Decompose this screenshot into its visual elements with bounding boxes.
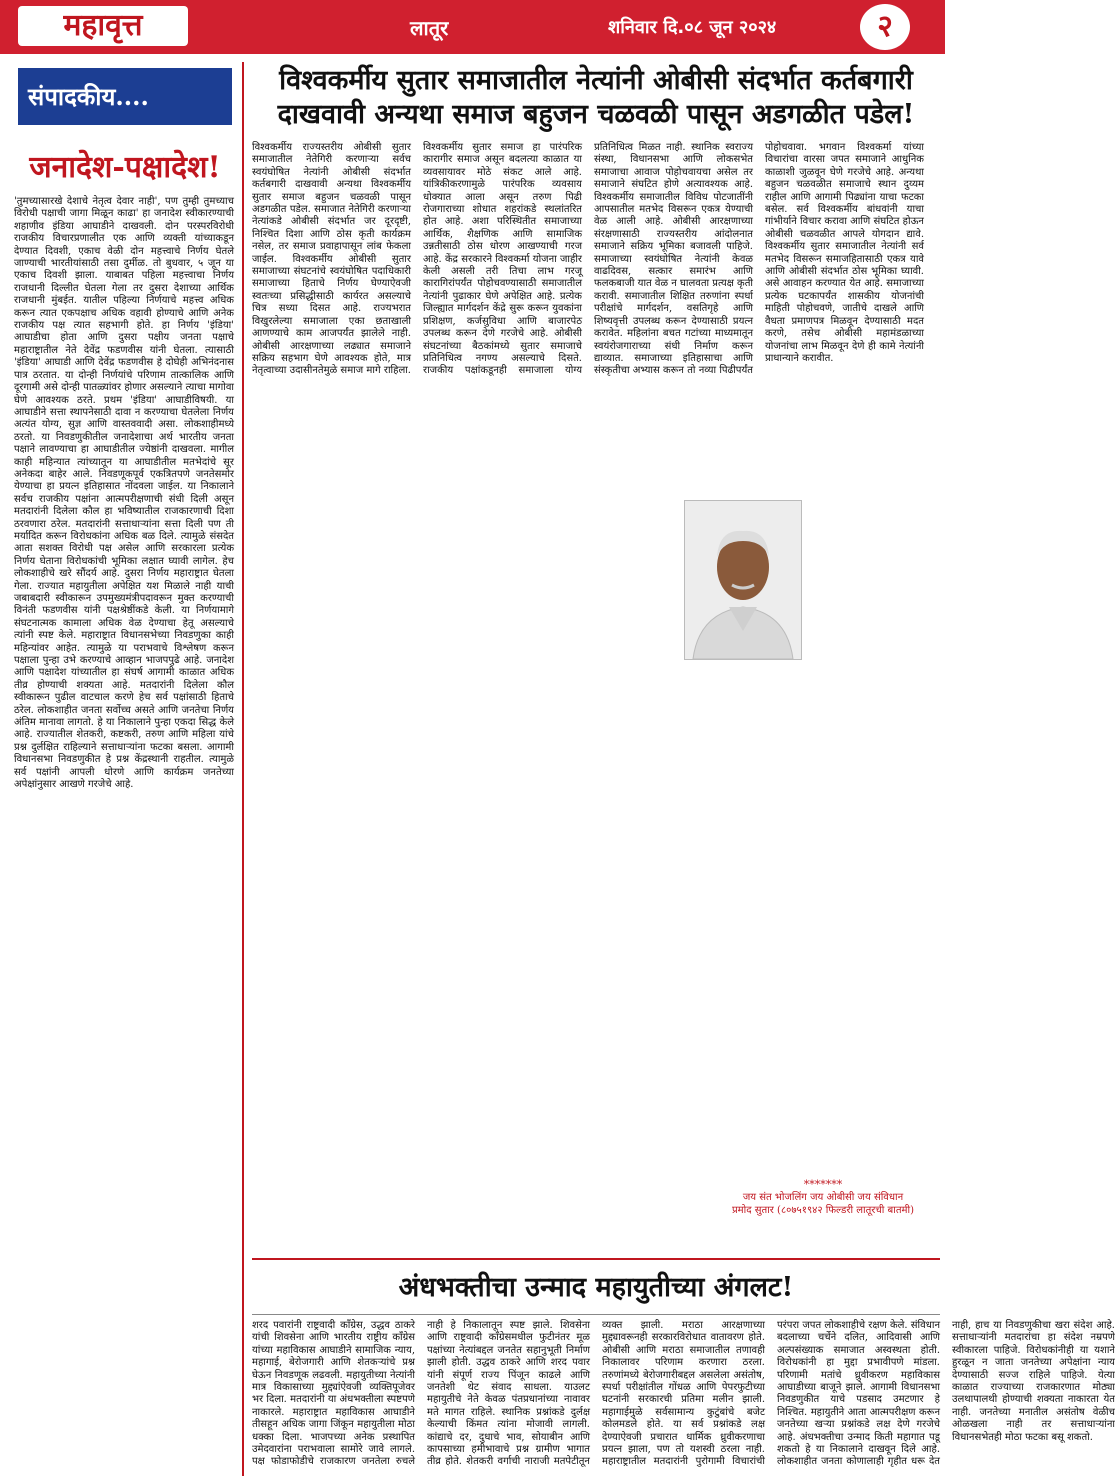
editorial-title: जनादेश-पक्षादेश! [29, 150, 221, 185]
masthead-logo: महावृत्त [18, 6, 188, 46]
masthead [0, 0, 945, 54]
editorial-column [8, 62, 244, 1476]
person-icon [685, 501, 801, 659]
author-photo [684, 500, 802, 660]
headline-underline [252, 1314, 940, 1315]
page-number: २ [860, 4, 910, 50]
article1-headline: विश्वकर्मीय सुतार समाजातील नेत्यांनी ओबीसी संदर्भात कर्तबगारी दाखवावी अन्यथा समाज बहुजन चळवळी पासून अडगळीत पडेल! [277, 65, 915, 130]
article1-body: विश्वकर्मीय राज्यस्तरीय ओबीसी सुतार समाजातील नेतेगिरी करणाऱ्या सर्वच स्वयंघोषित नेत्यांनी ओबीसी संदर्भात कर्तबगारी दाखवावी अन्यथा विश्वकर्मीय सुतार समाज बहुजन चळवळी पासून अडगळीत पडेल. समाजात नेतेगिरी करणाऱ्या नेत्यांकडे ओबीसी संदर्भात जर दूरदृष्टी, निश्चित दिशा आणि ठोस कृती कार्यक्रम नसेल, तर समाज प्रवाहापासून लांब फेकला जाईल. विश्वकर्मीय ओबीसी सुतार समाजाच्या संघटनांचे स्वयंघोषित पदाधिकारी समाजाच्या हिताचे निर्णय घेण्याऐवजी स्वतःच्या प्रसिद्धीसाठी कार्यरत असल्याचे चित्र सध्या दिसत आहे. राज्यभरात विखुरलेल्या समाजाला एका छताखाली आणण्याचे काम आजपर्यंत झालेले नाही. ओबीसी आरक्षणाच्या लढ्यात समाजाने सक्रिय सहभाग घेणे आवश्यक होते, मात्र नेतृत्वाच्या उदासीनतेमुळे समाज मागे राहिला. विश्वकर्मीय सुतार समाज हा पारंपरिक कारागीर समाज असून बदलत्या काळात या व्यवसायावर मोठे संकट आले आहे. यांत्रिकीकरणामुळे पारंपरिक व्यवसाय धोक्यात आला असून तरुण पिढी रोजगाराच्या शोधात शहरांकडे स्थलांतरित होत आहे. अशा परिस्थितीत समाजाच्या आर्थिक, शैक्षणिक आणि सामाजिक उन्नतीसाठी ठोस धोरण आखण्याची गरज आहे. केंद्र सरकारने विश्वकर्मा योजना जाहीर केली असली तरी तिचा लाभ गरजू कारागिरांपर्यंत पोहोचवण्यासाठी समाजातील नेत्यांनी पुढाकार घेणे अपेक्षित आहे. प्रत्येक जिल्ह्यात मार्गदर्शन केंद्रे सुरू करून युवकांना प्रशिक्षण, कर्जसुविधा आणि बाजारपेठ उपलब्ध करून देणे गरजेचे आहे. ओबीसी संघटनांच्या बैठकांमध्ये सुतार समाजाचे प्रतिनिधित्व नगण्य असल्याचे दिसते. राजकीय पक्षांकडूनही समाजाला योग्य प्रतिनिधित्व मिळत नाही. स्थानिक स्वराज्य संस्था, विधानसभा आणि लोकसभेत समाजाचा आवाज पोहोचवायचा असेल तर समाजाने संघटित होणे अत्यावश्यक आहे. विश्वकर्मीय समाजातील विविध पोटजातींनी आपसातील मतभेद विसरून एकत्र येण्याची वेळ आली आहे. ओबीसी आरक्षणाच्या संरक्षणासाठी राज्यस्तरीय आंदोलनात समाजाने सक्रिय भूमिका बजावली पाहिजे. समाजाच्या स्वयंघोषित नेत्यांनी केवळ वाढदिवस, सत्कार समारंभ आणि फलकबाजी यात वेळ न घालवता प्रत्यक्ष कृती करावी. समाजातील शिक्षित तरुणांना स्पर्धा परीक्षांचे मार्गदर्शन, वसतिगृहे आणि शिष्यवृत्ती उपलब्ध करून देण्यासाठी प्रयत्न करावेत. महिलांना बचत गटांच्या माध्यमातून स्वयंरोजगाराच्या संधी निर्माण करून द्याव्यात. समाजाच्या इतिहासाचा आणि संस्कृतीचा अभ्यास करून तो नव्या पिढीपर्यंत पोहोचवावा. भगवान विश्वकर्मा यांच्या विचारांचा वारसा जपत समाजाने आधुनिक काळाशी जुळवून घेणे गरजेचे आहे. अन्यथा बहुजन चळवळीत समाजाचे स्थान दुय्यम राहील आणि आगामी पिढ्यांना याचा फटका बसेल. सर्व विश्वकर्मीय बांधवांनी याचा गांभीर्याने विचार करावा आणि संघटित होऊन ओबीसी चळवळीत आपले योगदान द्यावे. विश्वकर्मीय सुतार समाजातील नेत्यांनी सर्व मतभेद विसरून समाजहितासाठी एकत्र यावे आणि ओबीसी संदर्भात ठोस भूमिका घ्यावी. असे आवाहन करण्यात येत आहे. समाजाच्या प्रत्येक घटकापर्यंत शासकीय योजनांची माहिती पोहोचवणे, जातीचे दाखले आणि वैधता प्रमाणपत्र मिळवून देण्यासाठी मदत करणे, तसेच ओबीसी महामंडळाच्या योजनांचा लाभ मिळवून देणे ही कामे नेत्यांनी प्राधान्याने करावीत. [252, 142, 924, 377]
author-credit [706, 1178, 940, 1217]
masthead-date: शनिवार दि.०८ जून २०२४ [608, 17, 777, 38]
editorial-label: संपादकीय.... [18, 68, 232, 125]
section-divider [252, 1258, 940, 1260]
masthead-city: लातूर [410, 16, 449, 40]
author-stars: ******* [803, 1178, 843, 1191]
article1-columns [252, 142, 924, 1167]
article2-body: शरद पवारांनी राष्ट्रवादी काँग्रेस, उद्धव ठाकरे यांची शिवसेना आणि भारतीय राष्ट्रीय काँग्रेस यांच्या महाविकास आघाडीने सामाजिक न्याय, महागाई, बेरोजगारी आणि शेतकऱ्यांचे प्रश्न घेऊन निवडणूक लढवली. महायुतीच्या नेत्यांनी मात्र विकासाच्या मुद्द्यांऐवजी व्यक्तिपूजेवर भर दिला. मतदारांनी या अंधभक्तीला स्पष्टपणे नाकारले. महाराष्ट्रात महाविकास आघाडीने तीसहून अधिक जागा जिंकून महायुतीला मोठा धक्का दिला. भाजपच्या अनेक प्रस्थापित उमेदवारांना पराभवाला सामोरे जावे लागले. पक्ष फोडाफोडीचे राजकारण जनतेला रुचले नाही हे निकालातून स्पष्ट झाले. शिवसेना आणि राष्ट्रवादी काँग्रेसमधील फुटीनंतर मूळ पक्षांच्या नेत्यांबद्दल जनतेत सहानुभूती निर्माण झाली होती. उद्धव ठाकरे आणि शरद पवार यांनी संपूर्ण राज्य पिंजून काढले आणि जनतेशी थेट संवाद साधला. याउलट महायुतीचे नेते केवळ पंतप्रधानांच्या नावावर मते मागत राहिले. स्थानिक प्रश्नांकडे दुर्लक्ष केल्याची किंमत त्यांना मोजावी लागली. कांद्याचे दर, दुधाचे भाव, सोयाबीन आणि कापसाच्या हमीभावाचे प्रश्न ग्रामीण भागात तीव्र होते. शेतकरी वर्गाची नाराजी मतपेटीतून व्यक्त झाली. मराठा आरक्षणाच्या मुद्द्यावरूनही सरकारविरोधात वातावरण होते. ओबीसी आणि मराठा समाजातील तणावही निकालावर परिणाम करणारा ठरला. तरुणांमध्ये बेरोजगारीबद्दल असलेला असंतोष, स्पर्धा परीक्षांतील गोंधळ आणि पेपरफुटीच्या घटनांनी सरकारची प्रतिमा मलीन झाली. महागाईमुळे सर्वसामान्य कुटुंबांचे बजेट कोलमडले होते. या सर्व प्रश्नांकडे लक्ष देण्याऐवजी प्रचारात धार्मिक ध्रुवीकरणाचा प्रयत्न झाला, पण तो यशस्वी ठरला नाही. महाराष्ट्रातील मतदारांनी पुरोगामी विचारांची परंपरा जपत लोकशाहीचे रक्षण केले. संविधान बदलाच्या चर्चेने दलित, आदिवासी आणि अल्पसंख्याक समाजात अस्वस्थता होती. विरोधकांनी हा मुद्दा प्रभावीपणे मांडला. परिणामी मतांचे ध्रुवीकरण महाविकास आघाडीच्या बाजूने झाले. आगामी विधानसभा निवडणुकीत याचे पडसाद उमटणार हे निश्चित. महायुतीने आता आत्मपरीक्षण करून जनतेच्या खऱ्या प्रश्नांकडे लक्ष देणे गरजेचे आहे. अंधभक्तीचा उन्माद किती महागात पडू शकतो हे या निकालाने दाखवून दिले आहे. लोकशाहीत जनता कोणालाही गृहीत धरू देत नाही, हाच या निवडणुकीचा खरा संदेश आहे. सत्ताधाऱ्यांनी मतदारांचा हा संदेश नम्रपणे स्वीकारला पाहिजे. विरोधकांनीही या यशाने हुरळून न जाता जनतेच्या अपेक्षांना न्याय देण्यासाठी सज्ज राहिले पाहिजे. येत्या काळात राज्याच्या राजकारणात मोठ्या उलथापालथी होण्याची शक्यता नाकारता येत नाही. जनतेच्या मनातील असंतोष वेळीच ओळखला नाही तर सत्ताधाऱ्यांना विधानसभेतही मोठा फटका बसू शकतो. [252, 1320, 1115, 1468]
article2-headline: अंधभक्तीचा उन्माद महायुतीच्या अंगलट! [398, 1272, 794, 1303]
article2-columns [252, 1320, 1115, 1476]
editorial-body: 'तुमच्यासारखे देशाचे नेतृत्व देवार नाही', पण तुम्ही तुमच्याच विरोधी पक्षाची जागा मिळून काढा' हा जनादेश स्वीकारण्याची शहाणीव इंडिया आघाडीने दाखवली. दोन परस्परविरोधी राजकीय विचारप्रणालीत एक आणि व्यक्ती यांच्याकडून देण्यात दिवशी, एकाच वेळी दोन महत्त्वाचे निर्णय घेतले जाण्याची भारतीयांसाठी तसा दुर्मीळ. तो बुधवार, ५ जून या एकाच दिवशी झाला. याबाबत पहिला महत्त्वाचा निर्णय राजधानी दिल्लीत घेतला गेला तर दुसरा देशाच्या आर्थिक राजधानी मुंबईत. यातील पहिल्या निर्णयाचे महत्त्व अधिक करून त्यात एकपक्षाच अधिक वहावी होण्याचे आणि अनेक राजकीय पक्ष त्यात सहभागी होते. हा निर्णय 'इंडिया' आघाडीचा होता आणि दुसरा पक्षीय जनता पक्षाचे महाराष्ट्रातील नेते देवेंद्र फडणवीस यांनी घेतला. त्यासाठी 'इंडिया' आघाडी आणि देवेंद्र फडणवीस हे दोघेही अभिनंदनास पात्र ठरतात. या दोन्ही निर्णयांचे परिणाम तात्कालिक आणि दूरगामी असे दोन्ही पातळ्यांवर होणार असल्याने त्याचा मागोवा घेणे आवश्यक ठरते. प्रथम 'इंडिया' आघाडीविषयी. या आघाडीने सत्ता स्थापनेसाठी दावा न करण्याचा घेतलेला निर्णय अत्यंत योग्य, सुज्ञ आणि वास्तववादी असा. लोकशाहीमध्ये ठरतो. या निवडणुकीतील जनादेशाचा अर्थ भारतीय जनता पक्षाने लावण्याचा हा आघाडीतील ज्येष्ठांनी दाखवला. मागील काही महिन्यात त्यांच्यातून या आघाडीतील मतभेदांचे सूर अनेकदा बाहेर आले. निवडणूकपूर्व एकत्रितपणे जनतेसमोर येण्याचा हा प्रयत्न इतिहासात नोंदवला जाईल. या निकालाने सर्वच राजकीय पक्षांना आत्मपरीक्षणाची संधी दिली असून मतदारांनी दिलेला कौल हा भविष्यातील राजकारणाची दिशा ठरवणारा ठरेल. मतदारांनी सत्ताधाऱ्यांना सत्ता दिली पण ती मर्यादित करून विरोधकांना अधिक बळ दिले. त्यामुळे संसदेत आता सशक्त विरोधी पक्ष असेल आणि सरकारला प्रत्येक निर्णय घेताना विरोधकांची भूमिका लक्षात घ्यावी लागेल. हेच लोकशाहीचे खरे सौंदर्य आहे. दुसरा निर्णय महाराष्ट्रात घेतला गेला. राज्यात महायुतीला अपेक्षित यश मिळाले नाही याची जबाबदारी स्वीकारून उपमुख्यमंत्रीपदावरून मुक्त करण्याची विनंती फडणवीस यांनी पक्षश्रेष्ठींकडे केली. या निर्णयामागे संघटनात्मक कामाला अधिक वेळ देण्याचा हेतू असल्याचे त्यांनी स्पष्ट केले. महाराष्ट्रात विधानसभेच्या निवडणुका काही महिन्यांवर आहेत. त्यामुळे या पराभवाचे विश्लेषण करून पक्षाला पुन्हा उभे करण्याचे आव्हान भाजपपुढे आहे. जनादेश आणि पक्षादेश यांच्यातील हा संघर्ष आगामी काळात अधिक तीव्र होण्याची शक्यता आहे. मतदारांनी दिलेला कौल स्वीकारून पुढील वाटचाल करणे हेच सर्व पक्षांसाठी हिताचे ठरेल. लोकशाहीत जनता सर्वोच्च असते आणि जनतेचा निर्णय अंतिम मानावा लागतो. हे या निकालाने पुन्हा एकदा सिद्ध केले आहे. राज्यातील शेतकरी, कष्टकरी, तरुण आणि महिला यांचे प्रश्न दुर्लक्षित राहिल्याने सत्ताधाऱ्यांना फटका बसला. आगामी विधानसभा निवडणुकीत हे प्रश्न केंद्रस्थानी राहतील. त्यामुळे सर्व पक्षांनी आपली धोरणे आणि कार्यक्रम जनतेच्या अपेक्षांनुसार आखणे गरजेचे आहे. [14, 196, 234, 791]
author-name: प्रमोद सुतार (८०७५१९४२ फिल्डरी लातूरची बातमी) [731, 1205, 914, 1216]
author-slogan: जय संत भोजलिंग जय ओबीसी जय संविधान [742, 1192, 904, 1203]
